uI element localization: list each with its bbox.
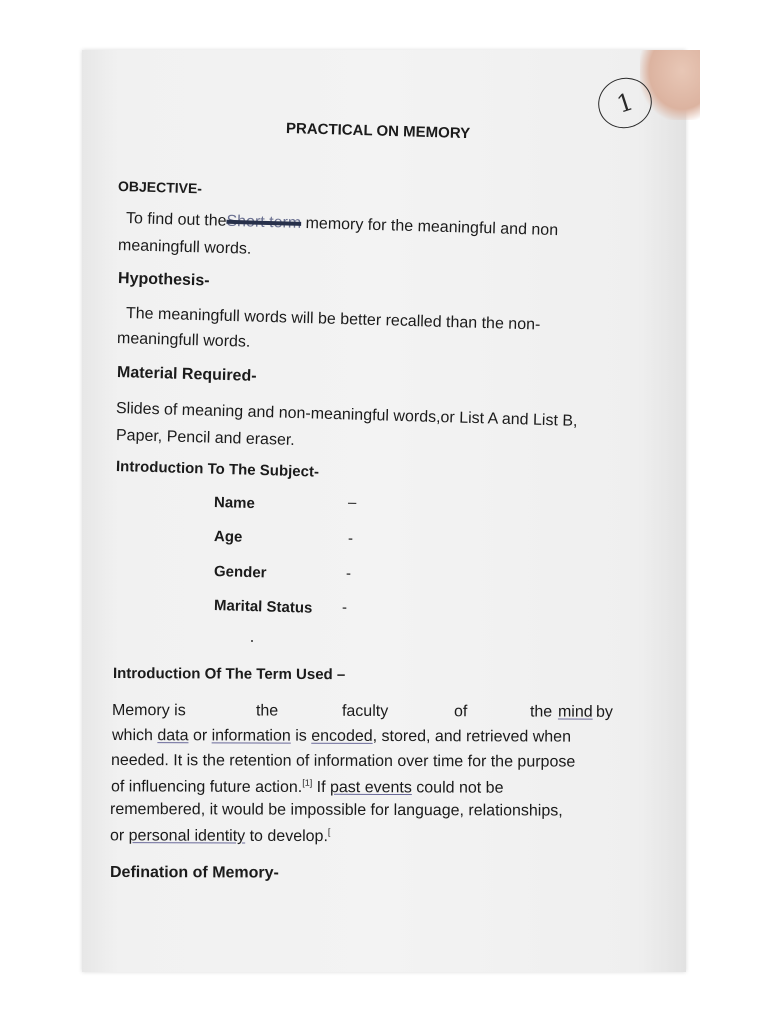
term-word: which [111, 727, 153, 745]
term-line-5: remembered, it would be impossible for language, relationships, [109, 801, 563, 820]
term-word: or [192, 727, 208, 745]
term-word: the [529, 703, 553, 721]
term-heading: Introduction Of The Term Used – [112, 665, 346, 684]
stray-mark [251, 640, 253, 642]
term-word: by [595, 703, 613, 721]
term-word: is [295, 727, 307, 745]
page-number: 1 [613, 87, 637, 119]
term-word: the [255, 702, 279, 720]
material-line-2: Paper, Pencil and eraser. [115, 427, 295, 449]
definition-heading: Defination of Memory- [109, 864, 279, 882]
subject-heading: Introduction To The Subject- [115, 458, 320, 481]
term-line-2 [112, 727, 571, 747]
term-word: If [312, 779, 331, 797]
page-title: PRACTICAL ON MEMORY [285, 120, 471, 143]
link-mind: mind [557, 703, 593, 721]
objective-line-2: meaningfull words. [117, 237, 252, 258]
term-word: Memory is [111, 702, 186, 720]
term-word: , stored, and retrieved when [372, 727, 572, 746]
link-personal-identity: personal identity [128, 827, 246, 845]
term-word: of [453, 703, 468, 721]
link-data: data [157, 727, 189, 745]
term-line-3: needed. It is the retention of information over time for the purpose [110, 752, 576, 771]
term-word: of influencing future action. [110, 778, 303, 796]
material-line-1: Slides of meaning and non-meaningful words,or List A and List B, [115, 400, 578, 430]
citation-mark: [1] [302, 777, 313, 788]
subject-field-label: Age [213, 528, 243, 546]
subject-field-value: - [341, 599, 348, 617]
objective-heading: OBJECTIVE- [117, 178, 203, 197]
objective-text-b: memory for the meaningful and non [305, 215, 559, 240]
hypothesis-line-2: meaningfull words. [116, 330, 251, 351]
citation-mark: [ [327, 826, 331, 837]
term-word: or [109, 827, 129, 845]
link-encoded: encoded [311, 727, 373, 745]
link-information: information [211, 727, 291, 745]
subject-field-value: - [345, 565, 352, 583]
link-past-events: past events [329, 779, 412, 797]
subject-field-value: – [347, 494, 357, 512]
material-heading: Material Required- [116, 364, 257, 385]
term-word: faculty [341, 702, 389, 720]
subject-field-label: Name [213, 494, 256, 513]
term-line-4 [111, 777, 504, 798]
struck-out-text: Short term [226, 212, 302, 232]
term-line-6 [110, 826, 331, 846]
subject-field-value: - [347, 530, 354, 548]
hypothesis-heading: Hypothesis- [117, 270, 210, 290]
term-word: to develop. [245, 827, 328, 846]
hypothesis-line-1: The meaningfull words will be better recalled than the non- [125, 305, 541, 334]
subject-field-label: Marital Status [213, 597, 313, 617]
objective-text-a: To find out the [125, 210, 227, 230]
term-word: could not be [411, 779, 504, 797]
subject-field-label: Gender [213, 563, 267, 582]
